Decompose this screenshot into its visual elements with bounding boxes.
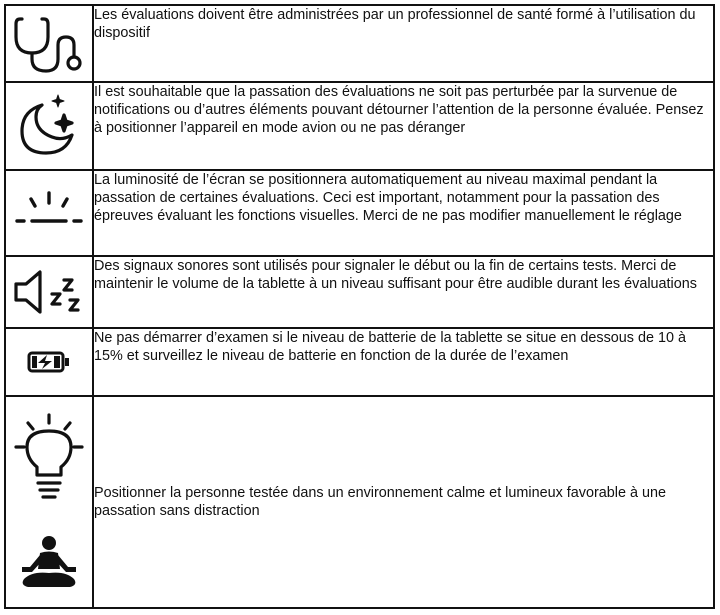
instruction-text: Ne pas démarrer d’examen si le niveau de batterie de la tablette se situe en dessous de 10 à 15% et surveillez le niveau de batterie en fonction de la durée de l’examen xyxy=(93,328,714,396)
moon-stars-icon xyxy=(16,93,82,159)
icon-cell xyxy=(5,82,93,170)
instruction-text: La luminosité de l’écran se positionnera automatiquement au niveau maximal pendant la passation de certaines évaluations. Ceci est important, notamment pour la passation des épreuves évaluant les fonctions visuelles. Merci de ne pas modifier manuellement le réglage xyxy=(93,170,714,256)
instructions-table xyxy=(4,4,715,609)
icon-cell xyxy=(5,170,93,256)
icon-cell xyxy=(5,256,93,328)
instruction-row-battery xyxy=(5,328,714,396)
instruction-row-sound xyxy=(5,256,714,328)
icon-cell xyxy=(5,396,93,608)
instruction-text: Il est souhaitable que la passation des évaluations ne soit pas perturbée par la survenue de notifications ou d’autres éléments pouvant détourner l’attention de la personne évaluée. Pensez à positionner l’appareil en mode avion ou ne pas déranger xyxy=(93,82,714,170)
instruction-row-environment xyxy=(5,396,714,608)
instruction-text: Les évaluations doivent être administrées par un professionnel de santé formé à l’utilisation du dispositif xyxy=(93,5,714,82)
instruction-row-brightness xyxy=(5,170,714,256)
instruction-text: Des signaux sonores sont utilisés pour signaler le début ou la fin de certains tests. Merci de maintenir le volume de la tablette à un niveau suffisant pour être audible durant les évaluations xyxy=(93,256,714,328)
lightbulb-icon xyxy=(12,413,86,503)
speaker-sleep-icon xyxy=(12,266,86,318)
instruction-row-notifications xyxy=(5,82,714,170)
battery-charging-icon xyxy=(27,350,71,374)
instruction-text: Positionner la personne testée dans un environnement calme et lumineux favorable à une passation sans distraction xyxy=(93,396,714,608)
brightness-icon xyxy=(14,189,84,237)
meditation-icon xyxy=(18,535,80,591)
stethoscope-icon xyxy=(12,13,86,75)
icon-cell xyxy=(5,5,93,82)
instruction-row-professional xyxy=(5,5,714,82)
icon-cell xyxy=(5,328,93,396)
